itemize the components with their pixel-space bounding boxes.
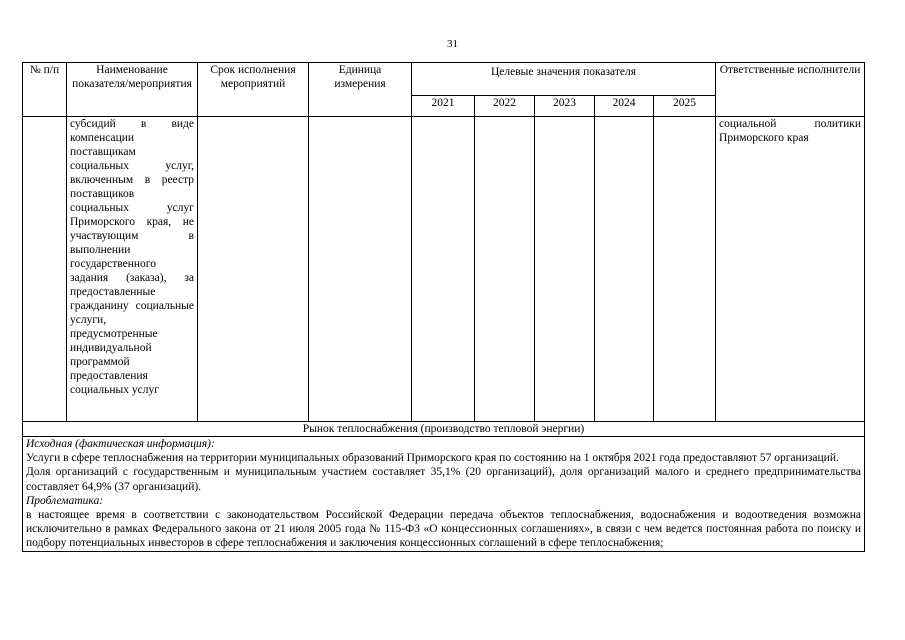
header-unit: Единица измерения xyxy=(309,63,412,117)
paragraph-2: Доля организаций с государственным и муниципальным участием составляет 35,1% (20 организаций), доля организаций малого и среднего предпринимательства составляет 64,9% (37 организаций). xyxy=(26,466,862,493)
row-num-cell xyxy=(23,117,67,422)
header-targets: Целевые значения показателя xyxy=(412,63,716,96)
header-num: № п/п xyxy=(23,63,67,117)
row-name-cell xyxy=(67,117,198,422)
initial-info-label: Исходная (фактическая информация): xyxy=(26,438,215,450)
year-cell: 2024 xyxy=(595,96,654,117)
section-title: Рынок теплоснабжения (производство тепловой энергии) xyxy=(23,422,865,437)
indicators-table xyxy=(22,62,865,552)
paragraph-3: в настоящее время в соответствии с законодательством Российской Федерации передача объектов теплоснабжения, водоснабжения и водоотведения возможна исключительно в рамках Федерального закона от 21 июля 2005 года № 115-ФЗ «О концессионных соглашениях», в связи с чем ведется постоянная работа по поиску и подбору потенциальных инвесторов в сфере теплоснабжения и заключения концессионных соглашений в сфере теплоснабжения; xyxy=(26,509,862,550)
year-cell: 2021 xyxy=(412,96,475,117)
page-number: 31 xyxy=(447,38,458,50)
problem-label: Проблематика: xyxy=(26,494,104,507)
row-responsible-text: социальной политики Приморского края xyxy=(719,118,862,144)
section-body xyxy=(23,437,865,552)
row-responsible-cell xyxy=(716,117,865,422)
row-value-cell xyxy=(412,117,475,422)
row-deadline-cell xyxy=(198,117,309,422)
header-deadline: Срок исполнения мероприятий xyxy=(198,63,309,117)
year-cell: 2023 xyxy=(535,96,595,117)
row-value-cell xyxy=(654,117,716,422)
header-responsible: Ответственные исполнители xyxy=(716,63,865,117)
row-name-text: субсидий в виде компенсации поставщикам социальных услуг, включенным в реестр поставщиков социальных услуг Приморского края, не участвующим в выполнении государственного задания (заказа), за предоставленные гражданину социальные услуги, предусмотренные индивидуальной программой предоставления социальных услуг xyxy=(70,118,194,396)
year-cell: 2022 xyxy=(475,96,535,117)
year-cell: 2025 xyxy=(654,96,716,117)
header-name: Наименование показателя/мероприятия xyxy=(67,63,198,117)
row-unit-cell xyxy=(309,117,412,422)
row-value-cell xyxy=(475,117,535,422)
paragraph-1: Услуги в сфере теплоснабжения на территории муниципальных образований Приморского края по состоянию на 1 октября 2021 года предоставляют 57 организаций. xyxy=(26,452,839,465)
row-value-cell xyxy=(535,117,595,422)
row-value-cell xyxy=(595,117,654,422)
